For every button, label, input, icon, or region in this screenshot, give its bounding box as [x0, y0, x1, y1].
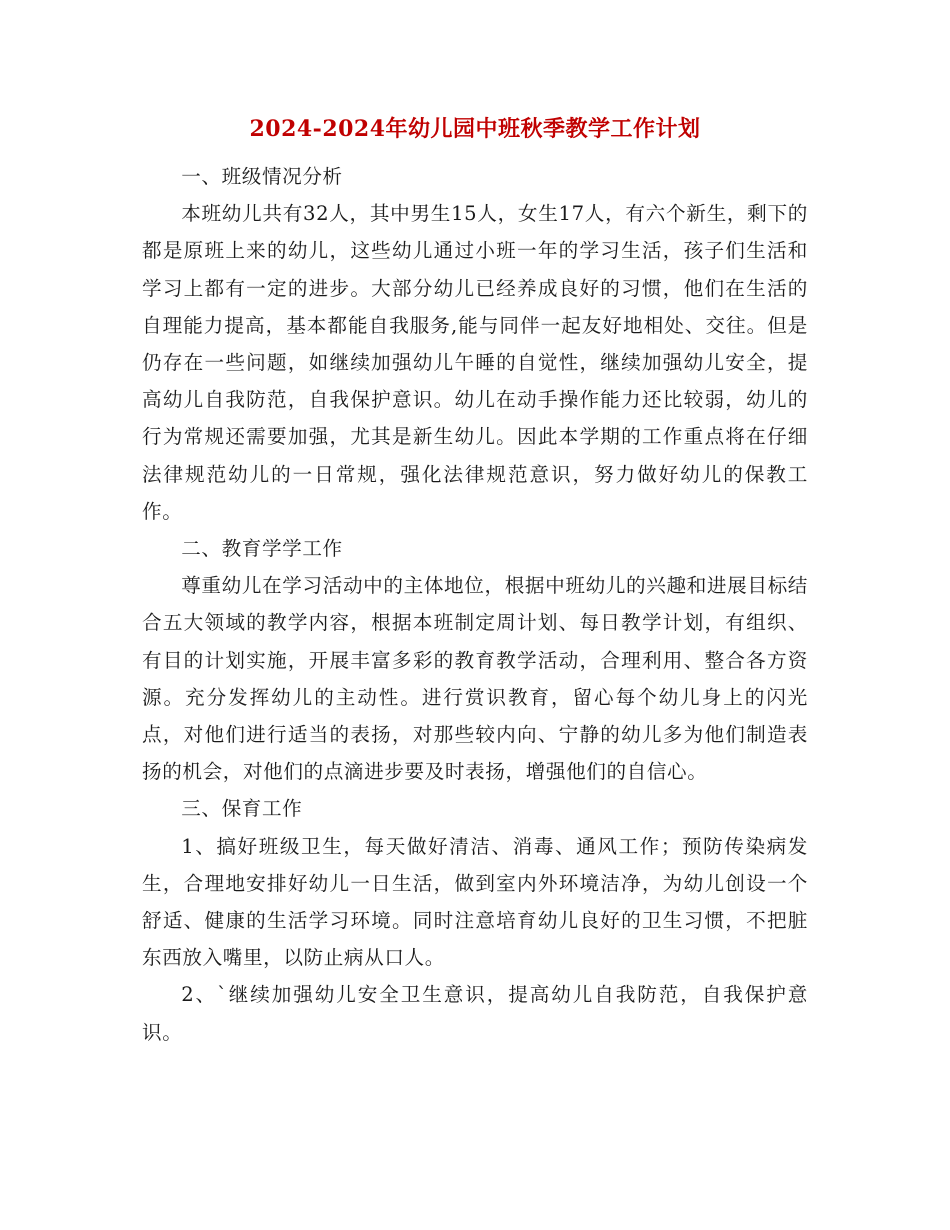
document-title: 2024-2024年幼儿园中班秋季教学工作计划	[249, 116, 701, 142]
paragraph-care-item-2: 2、`继续加强幼儿安全卫生意识，提高幼儿自我防范，自我保护意识。	[142, 983, 808, 1044]
document-body	[142, 158, 808, 1051]
section-heading-care-work: 三、保育工作	[181, 797, 303, 821]
paragraph-care-item-1: 1、搞好班级卫生，每天做好清洁、消毒、通风工作；预防传染病发生，合理地安排好幼儿一日生活，做到室内外环境洁净，为幼儿创设一个舒适、健康的生活学习环境。同时注意培育幼儿良好的卫生习惯，不把脏东西放入嘴里，以防止病从口人。	[142, 834, 808, 970]
paragraph-teaching-work: 尊重幼儿在学习活动中的主体地位，根据中班幼儿的兴趣和进展目标结合五大领域的教学内容，根据本班制定周计划、每日教学计划，有组织、有目的计划实施，开展丰富多彩的教育教学活动，合理利用、整合各方资源。充分发挥幼儿的主动性。进行赏识教育，留心每个幼儿身上的闪光点，对他们进行适当的表扬，对那些较内向、宁静的幼儿多为他们制造表扬的机会，对他们的点滴进步要及时表扬，增强他们的自信心。	[142, 574, 808, 784]
paragraph-class-analysis: 本班幼儿共有32人，其中男生15人，女生17人，有六个新生，剩下的都是原班上来的幼儿，这些幼儿通过小班一年的学习生活，孩子们生活和学习上都有一定的进步。大部分幼儿已经养成良好的习惯，他们在生活的自理能力提高，基本都能自我服务,能与同伴一起友好地相处、交往。但是仍存在一些问题，如继续加强幼儿午睡的自觉性，继续加强幼儿安全，提高幼儿自我防范，自我保护意识。幼儿在动手操作能力还比较弱，幼儿的行为常规还需要加强，尤其是新生幼儿。因此本学期的工作重点将在仔细法律规范幼儿的一日常规，强化法律规范意识，努力做好幼儿的保教工作。	[142, 202, 808, 523]
section-heading-class-analysis: 一、班级情况分析	[181, 165, 343, 188]
section-heading-teaching-work: 二、教育学学工作	[181, 537, 343, 561]
